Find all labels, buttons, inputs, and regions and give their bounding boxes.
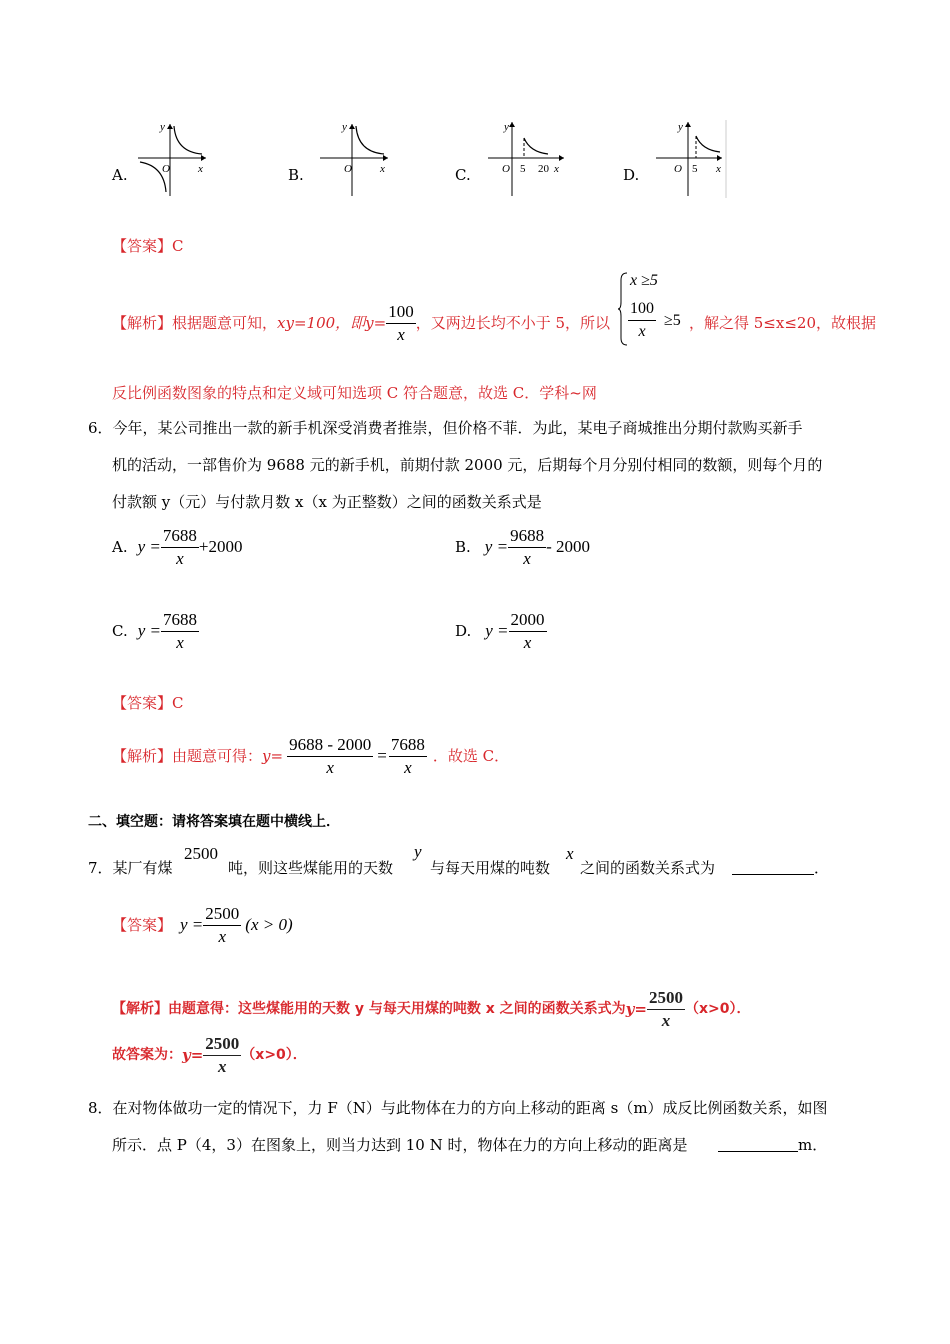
option-b-label: B. [288, 166, 304, 184]
q6-option-a [112, 522, 242, 572]
x-axis-label: x [198, 163, 203, 175]
x-axis-label: x [554, 163, 559, 175]
y-axis-label: y [342, 121, 347, 133]
q7-amount: 2500 [184, 844, 218, 863]
q5-answer [112, 236, 184, 256]
y-axis-label: y [504, 121, 509, 133]
q8-line-2: 所示．点 P（4，3）在图象上，则当力达到 10 N 时，物体在力的方向上移动的距离是 [112, 1136, 688, 1154]
q7-period: ． [814, 859, 830, 877]
analysis-condition: （x>0）． [241, 1047, 307, 1063]
q7-text-start: 7．某厂有煤 [88, 859, 173, 877]
answer-blank[interactable] [732, 860, 814, 875]
answer-value: C [172, 694, 184, 712]
fraction: $\frac{7688}{x}$ [162, 525, 197, 568]
analysis-tag: 【解析】 [112, 747, 173, 765]
q7-analysis-line-2 [112, 1030, 307, 1080]
q8-unit: m． [798, 1136, 828, 1154]
graph-a [134, 120, 214, 200]
analysis-y-eq: y= [365, 314, 387, 332]
answer-blank[interactable] [718, 1137, 798, 1152]
q6-analysis [112, 726, 509, 786]
y-axis-label: y [160, 121, 165, 133]
q6-line-3: 付款额 y（元）与付款月数 x（x 为正整数）之间的函数关系式是 [112, 493, 542, 511]
tick-label: 20 [538, 163, 549, 175]
fraction: $\frac{7688}{x}$ [390, 734, 425, 777]
option-lhs: y = [484, 537, 509, 556]
analysis-y-eq: y= [182, 1046, 204, 1064]
analysis-text: 根据题意可知， [172, 314, 278, 332]
q6-line-1: 6．今年，某公司推出一款的新手机深受消费者推崇，但价格不菲．为此，某电子商城推出分期付款购买新手 [88, 419, 803, 437]
system-rel: ≥5 [664, 312, 681, 329]
option-label: D. [455, 622, 472, 640]
graph-d [652, 118, 732, 200]
q6-answer [112, 693, 184, 713]
graph-c [484, 118, 574, 200]
q6-option-c [112, 606, 199, 656]
tick-label: 5 [520, 163, 526, 175]
option-d-label: D. [623, 166, 640, 184]
analysis-condition: （x>0）． [684, 1001, 751, 1017]
graph-b [316, 120, 396, 200]
fraction: $\frac{100}{x}$ [630, 300, 654, 340]
analysis-text: ．故选 C． [432, 747, 510, 765]
fraction: $\frac{9688}{x}$ [510, 525, 545, 568]
analysis-text: ，又两边长均不小于 5，所以 [415, 314, 611, 332]
analysis-y-eq: y= [625, 1000, 647, 1018]
fraction: $\frac{100}{x}$ [388, 301, 414, 344]
equals-sign: = [377, 746, 387, 765]
option-lhs: y = [137, 621, 161, 640]
option-c-label: C. [455, 166, 471, 184]
option-tail: - 2000 [546, 537, 590, 556]
answer-lhs: y = [180, 915, 204, 934]
x-axis-label: x [380, 163, 385, 175]
origin-label: O [162, 163, 170, 175]
q7-var-y: y [414, 842, 422, 861]
option-lhs: y = [137, 537, 161, 556]
option-label: B. [455, 538, 471, 556]
fraction: $\frac{2500}{x}$ [648, 987, 683, 1030]
analysis-text: 故答案为： [112, 1047, 182, 1063]
origin-label: O [674, 163, 682, 175]
q6-option-d [455, 606, 547, 656]
origin-label: O [344, 163, 352, 175]
origin-label: O [502, 163, 510, 175]
option-label: C. [112, 622, 128, 640]
brace-icon [618, 272, 628, 346]
q7-analysis [112, 984, 750, 1034]
analysis-xy: xy=100，即 [277, 314, 366, 332]
analysis-text: 由题意可得： [172, 747, 263, 765]
q8-line-1: 8．在对物体做功一定的情况下，力 F（N）与此物体在力的方向上移动的距离 s（m）成反比例函数关系，如图 [88, 1099, 828, 1117]
y-axis-label: y [678, 121, 683, 133]
answer-tag: 【答案】 [112, 916, 173, 934]
system-line-1: x ≥5 [630, 272, 658, 289]
fraction: $\frac{2500}{x}$ [205, 903, 240, 946]
fraction: $\frac{2500}{x}$ [205, 1033, 240, 1076]
inequality-system [618, 268, 688, 348]
analysis-text: 由题意得：这些煤能用的天数 y 与每天用煤的吨数 x 之间的函数关系式为 [168, 1001, 626, 1017]
option-lhs: y = [485, 621, 509, 640]
q7-var-x: x [566, 844, 574, 863]
q7-text-mid: 吨，则这些煤能用的天数 [228, 859, 394, 877]
option-tail: +2000 [198, 537, 243, 556]
answer-tag: 【答案】 [112, 237, 173, 255]
option-a-label: A. [112, 166, 128, 184]
x-axis-label: x [716, 163, 721, 175]
fraction: $\frac{7688}{x}$ [163, 609, 197, 652]
q5-analysis [112, 298, 610, 348]
analysis-text: ，解之得 5≤x≤20，故根据 [689, 314, 876, 332]
analysis-line-2: 反比例函数图象的特点和定义域可知选项 C 符合题意，故选 C．学科~网 [112, 384, 597, 402]
q7-text-mid2: 与每天用煤的吨数 [430, 859, 551, 877]
q7-text-end: 之间的函数关系式为 [580, 859, 716, 877]
analysis-tag: 【解析】 [112, 314, 173, 332]
q6-line-2: 机的活动，一部售价为 9688 元的新手机，前期付款 2000 元，后期每个月分别付相同的数额，则每个月的 [112, 456, 823, 474]
answer-condition: (x > 0) [245, 915, 293, 934]
answer-value: C [172, 237, 184, 255]
analysis-y-eq: y= [262, 747, 284, 765]
q6-option-b [455, 522, 590, 572]
fraction: $\frac{9688 - 2000}{x}$ [289, 734, 372, 777]
section-heading: 二、填空题：请将答案填在题中横线上． [88, 814, 340, 830]
option-label: A. [112, 538, 128, 556]
fraction: $\frac{2000}{x}$ [510, 609, 545, 652]
answer-tag: 【答案】 [112, 694, 173, 712]
q7-answer [112, 900, 293, 950]
analysis-tag: 【解析】 [112, 1001, 168, 1017]
tick-label: 5 [692, 163, 698, 175]
